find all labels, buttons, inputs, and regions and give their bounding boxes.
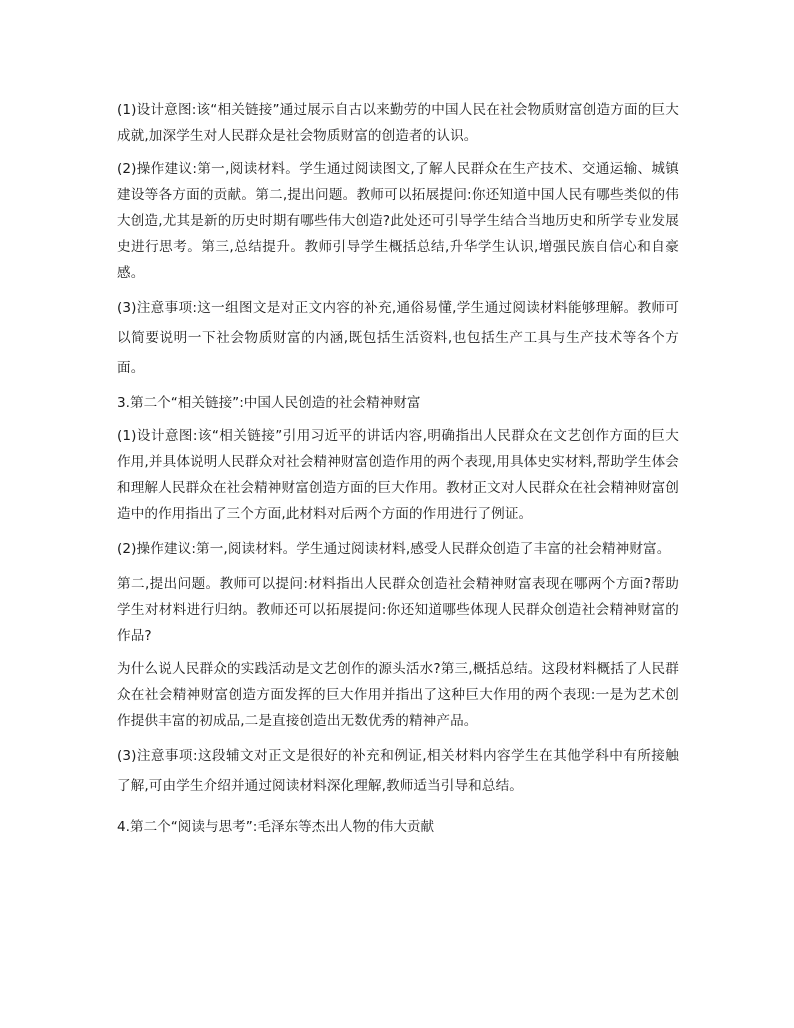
section-heading-4: 4.第二个“阅读与思考”:毛泽东等杰出人物的伟大贡献 bbox=[117, 819, 435, 835]
section-heading-3: 3.第二个“相关链接”:中国人民创造的社会精神财富 bbox=[117, 395, 421, 411]
paragraph-notes-2: (3)注意事项:这段辅文对正文是很好的补充和例证,相关材料内容学生在其他学科中有所接触了解,可由学生介绍并通过阅读材料深化理解,教师适当引导和总结。 bbox=[117, 748, 679, 794]
document-body bbox=[117, 97, 679, 847]
paragraph-operation-advice-1: (2)操作建议:第一,阅读材料。学生通过阅读图文,了解人民群众在生产技术、交通运输、城镇建设等各方面的贡献。第二,提出问题。教师可以拓展提问:你还知道中国人民有哪些类似的伟大创造,尤其是新的历史时期有哪些伟大创造?此处还可引导学生结合当地历史和所学专业发展史进行思考。第三,总结提升。教师引导学生概括总结,升华学生认识,增强民族自信心和自豪感。 bbox=[117, 161, 679, 281]
paragraph-operation-advice-2: (2)操作建议:第一,阅读材料。学生通过阅读材料,感受人民群众创造了丰富的社会精神财富。 bbox=[117, 541, 671, 557]
paragraph-design-intent-1: (1)设计意图:该“相关链接”通过展示自古以来勤劳的中国人民在社会物质财富创造方面的巨大成就,加深学生对人民群众是社会物质财富的创造者的认识。 bbox=[117, 102, 679, 144]
paragraph-summary: 为什么说人民群众的实践活动是文艺创作的源头活水?第三,概括总结。这段材料概括了人民群众在社会精神财富创造方面发挥的巨大作用并指出了这种巨大作用的两个表现:一是为艺术创作提供丰富的初成品,二是直接创造出无数优秀的精神产品。 bbox=[117, 661, 679, 729]
paragraph-ask-questions: 第二,提出问题。教师可以提问:材料指出人民群众创造社会精神财富表现在哪两个方面?帮助学生对材料进行归纳。教师还可以拓展提问:你还知道哪些体现人民群众创造社会精神财富的作品? bbox=[117, 576, 679, 644]
paragraph-design-intent-2: (1)设计意图:该“相关链接”引用习近平的讲话内容,明确指出人民群众在文艺创作方面的巨大作用,并具体说明人民群众对社会精神财富创造作用的两个表现,用具体史实材料,帮助学生体会和理解人民群众在社会精神财富创造方面的巨大作用。教材正文对人民群众在社会精神财富创造中的作用指出了三个方面,此材料对后两个方面的作用进行了例证。 bbox=[117, 428, 679, 522]
paragraph-notes-1: (3)注意事项:这一组图文是对正文内容的补充,通俗易懂,学生通过阅读材料能够理解。教师可以简要说明一下社会物质财富的内涵,既包括生活资料,也包括生产工具与生产技术等各个方面。 bbox=[117, 300, 679, 376]
